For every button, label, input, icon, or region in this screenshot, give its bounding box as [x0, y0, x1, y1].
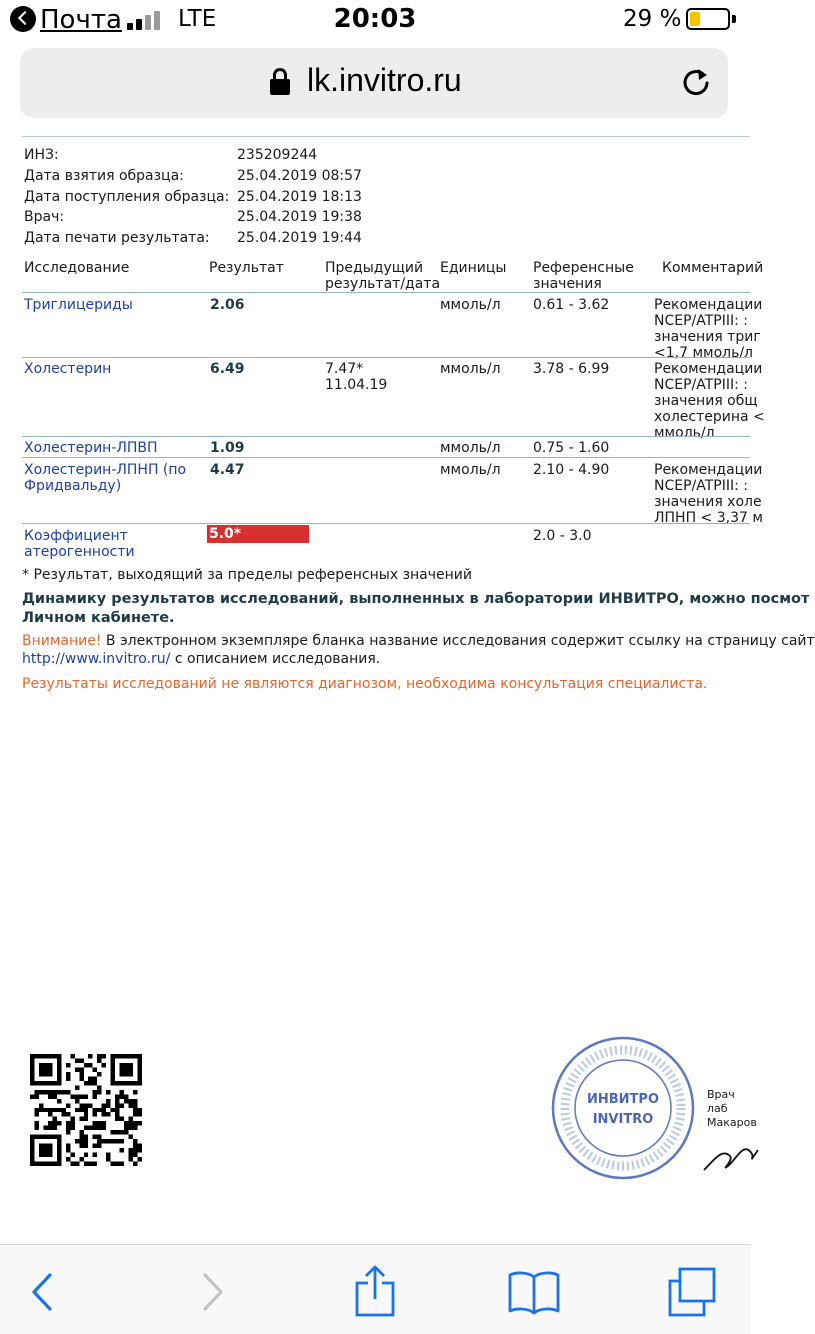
- result-value-flagged: 5.0*: [207, 525, 309, 543]
- doctor-title: Врач лаб: [707, 1088, 735, 1115]
- lab-report: [0, 130, 815, 1240]
- dynamics-line: Личном кабинете.: [22, 610, 175, 626]
- previous-value: 7.47*: [325, 361, 364, 377]
- study-link-hdl[interactable]: Холестерин-ЛПВП: [24, 440, 158, 456]
- back-to-app-label[interactable]: Почта: [40, 5, 122, 35]
- study-link-triglycerides[interactable]: Триглицериды: [24, 297, 133, 313]
- study-name-line[interactable]: Фридвальду): [24, 478, 122, 494]
- result-value: 1.09: [210, 440, 245, 456]
- url-text[interactable]: lk.invitro.ru: [307, 62, 462, 98]
- battery-percent: 29 %: [623, 6, 682, 32]
- clock: 20:03: [333, 4, 417, 34]
- battery-tip: [732, 15, 736, 23]
- site-link[interactable]: http://www.invitro.ru/: [22, 651, 171, 667]
- comment-line: NCEP/ATPIII: :: [654, 313, 749, 329]
- comment-line: NCEP/ATPIII: :: [654, 377, 749, 393]
- reference-value: 0.75 - 1.60: [533, 440, 610, 456]
- dynamics-line: Динамику результатов исследований, выполненных в лаборатории ИНВИТРО, можно посмот: [22, 591, 810, 607]
- study-name-line[interactable]: Холестерин-ЛПНП (по: [24, 462, 187, 478]
- comment-line: Рекомендации: [654, 462, 763, 478]
- meta-label: Дата взятия образца:: [24, 168, 184, 184]
- meta-value: 25.04.2019 19:44: [237, 230, 362, 246]
- meta-value: 25.04.2019 18:13: [237, 189, 362, 205]
- comment-line: значения триг: [654, 329, 761, 345]
- comment-line: значения общ: [654, 393, 758, 409]
- book-icon[interactable]: [506, 1267, 562, 1317]
- qr-code: [30, 1054, 142, 1166]
- signature-icon: [700, 1120, 760, 1180]
- status-bar: [0, 0, 750, 40]
- divider: [22, 136, 750, 137]
- share-icon[interactable]: [347, 1267, 403, 1317]
- study-link-cholesterol[interactable]: Холестерин: [24, 361, 112, 377]
- attention-label: Внимание!: [22, 633, 102, 649]
- col-header-reference: [533, 260, 634, 292]
- col-header-previous: [325, 260, 440, 292]
- stamp-text-en: INVITRO: [592, 1112, 654, 1127]
- comment-line: холестерина <: [654, 409, 765, 425]
- result-value: 4.47: [210, 462, 245, 478]
- table-divider: [22, 436, 750, 437]
- tabs-icon[interactable]: [664, 1267, 720, 1317]
- meta-label: Дата печати результата:: [24, 230, 210, 246]
- comment-line: Рекомендации: [654, 297, 763, 313]
- table-divider: [22, 292, 750, 293]
- meta-value: 25.04.2019 08:57: [237, 168, 362, 184]
- col-header-units: Единицы: [440, 260, 507, 276]
- result-value: 2.06: [210, 297, 245, 313]
- previous-result: [325, 361, 387, 393]
- result-value: 6.49: [210, 361, 245, 377]
- comment-line: ЛПНП < 3,37 м: [654, 510, 763, 526]
- col-header-reference-line: значения: [533, 276, 602, 292]
- col-header-comments: Комментарий: [662, 260, 764, 276]
- reload-icon[interactable]: [680, 66, 712, 98]
- comment-line: NCEP/ATPIII: :: [654, 478, 749, 494]
- browser-toolbar: [0, 1244, 750, 1334]
- battery-icon: [686, 8, 730, 30]
- chevron-right-icon[interactable]: [185, 1267, 241, 1317]
- meta-value: 235209244: [237, 147, 318, 163]
- lab-stamp-logo: [550, 1035, 696, 1181]
- col-header-previous-line: результат/дата: [325, 276, 441, 292]
- comment: [654, 361, 765, 441]
- comment-line: <1,7 ммоль/л: [654, 345, 753, 361]
- study-link-atherogenic-index[interactable]: [24, 528, 135, 560]
- meta-value: 25.04.2019 19:38: [237, 209, 362, 225]
- lock-icon: [270, 68, 290, 96]
- disclaimer: Результаты исследований не являются диагнозом, необходима консультация специалиста.: [22, 676, 708, 692]
- attention-text: с описанием исследования.: [170, 651, 381, 667]
- study-name-line[interactable]: Коэффициент: [24, 528, 128, 544]
- footnote: * Результат, выходящий за пределы референсных значений: [22, 567, 472, 583]
- table-divider: [22, 523, 750, 524]
- study-link-ldl[interactable]: [24, 462, 186, 494]
- comment: [654, 297, 762, 361]
- col-header-result: Результат: [209, 260, 284, 276]
- chevron-left-icon[interactable]: [14, 1267, 70, 1317]
- reference-value: 2.10 - 4.90: [533, 462, 610, 478]
- col-header-study: Исследование: [24, 260, 130, 276]
- comment-line: ммоль/л: [654, 425, 715, 441]
- meta-label: Дата поступления образца:: [24, 189, 230, 205]
- meta-label: ИНЗ:: [24, 147, 59, 163]
- comment-line: значения холе: [654, 494, 762, 510]
- units-value: ммоль/л: [440, 440, 501, 456]
- reference-value: 2.0 - 3.0: [533, 528, 592, 544]
- reference-value: 0.61 - 3.62: [533, 297, 610, 313]
- attention-text: В электронном экземпляре бланка название исследования содержит ссылку на страницу сайт: [101, 633, 815, 649]
- study-name-line[interactable]: атерогенности: [24, 544, 135, 560]
- stamp-text-ru: ИНВИТРО: [587, 1092, 659, 1107]
- network-type: LTE: [178, 6, 217, 32]
- comment: [654, 462, 763, 526]
- meta-label: Врач:: [24, 209, 65, 225]
- address-bar[interactable]: [20, 48, 728, 118]
- table-divider: [22, 357, 750, 358]
- doctor-name: Макаров: [707, 1116, 757, 1129]
- comment-line: Рекомендации: [654, 361, 763, 377]
- battery-level: [690, 12, 700, 26]
- col-header-reference-line: Референсные: [533, 260, 634, 276]
- reference-value: 3.78 - 6.99: [533, 361, 610, 377]
- table-divider: [22, 457, 750, 458]
- units-value: ммоль/л: [440, 462, 501, 478]
- col-header-previous-line: Предыдущий: [325, 260, 424, 276]
- attention-note: [22, 632, 815, 668]
- dynamics-note: [22, 590, 810, 628]
- units-value: ммоль/л: [440, 297, 501, 313]
- units-value: ммоль/л: [440, 361, 501, 377]
- previous-date: 11.04.19: [325, 377, 388, 393]
